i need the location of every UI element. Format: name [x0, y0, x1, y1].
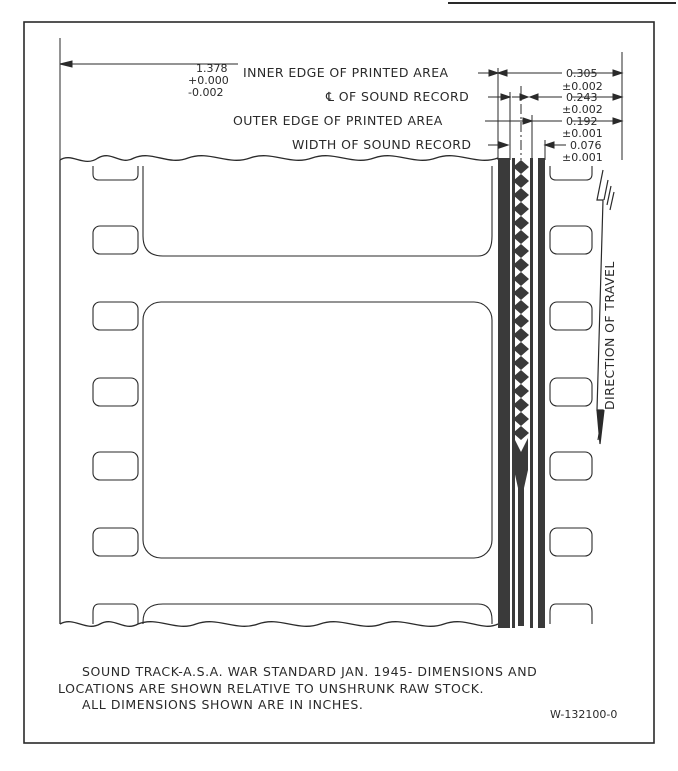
caption-line-3: ALL DIMENSIONS SHOWN ARE IN INCHES.	[82, 697, 364, 712]
perforations-left	[93, 166, 138, 624]
inner-edge-tol: ±0.002	[562, 80, 603, 93]
track-inner-left	[512, 158, 515, 628]
centerline-label: ℄ OF SOUND RECORD	[326, 89, 470, 104]
outer-edge-value: 0.192	[566, 115, 598, 128]
overall-dimension-value: 1.378	[196, 62, 228, 75]
track-right-band	[538, 158, 545, 628]
overall-dimension-tol-minus: -0.002	[188, 86, 224, 99]
record-width-label: WIDTH OF SOUND RECORD	[292, 137, 472, 152]
caption-line-2: LOCATIONS ARE SHOWN RELATIVE TO UNSHRUNK RAW STOCK.	[58, 681, 485, 696]
track-left-band	[498, 158, 510, 628]
drawing-border	[24, 22, 654, 743]
sprocket-hole	[93, 528, 138, 556]
outer-edge-label: OUTER EDGE OF PRINTED AREA	[233, 113, 443, 128]
sprocket-hole	[550, 378, 592, 406]
sprocket-hole	[550, 302, 592, 330]
record-width-value: 0.076	[570, 139, 602, 152]
sprocket-hole	[550, 452, 592, 480]
sprocket-hole	[550, 226, 592, 254]
waveform-taper	[514, 438, 528, 626]
record-width-tol: ±0.001	[562, 151, 603, 164]
top-break-line	[60, 156, 498, 162]
sprocket-hole	[550, 528, 592, 556]
track-inner-right	[530, 158, 533, 628]
picture-frame-top	[143, 166, 492, 256]
overall-dimension-tol-plus: +0.000	[188, 74, 229, 87]
centerline-tol: ±0.002	[562, 103, 603, 116]
centerline-value: 0.243	[566, 91, 598, 104]
sprocket-hole	[93, 302, 138, 330]
bottom-break-line	[60, 622, 498, 627]
direction-of-travel-label: DIRECTION OF TRAVEL	[602, 261, 617, 410]
picture-frames	[143, 166, 492, 624]
inner-edge-value: 0.305	[566, 67, 598, 80]
caption-line-1: SOUND TRACK-A.S.A. WAR STANDARD JAN. 1945- DIMENSIONS AND	[82, 664, 538, 679]
sprocket-hole	[93, 378, 138, 406]
inner-edge-label: INNER EDGE OF PRINTED AREA	[243, 65, 449, 80]
variable-area-waveform	[513, 160, 529, 440]
drawing-number: W-132100-0	[550, 708, 618, 721]
perforations-right	[550, 166, 592, 624]
sprocket-hole	[93, 452, 138, 480]
sound-track	[498, 158, 545, 628]
sprocket-hole	[93, 226, 138, 254]
waveform-peaks	[513, 160, 529, 440]
picture-frame-bottom	[143, 604, 492, 624]
outer-edge-tol: ±0.001	[562, 127, 603, 140]
picture-frame-middle	[143, 302, 492, 558]
